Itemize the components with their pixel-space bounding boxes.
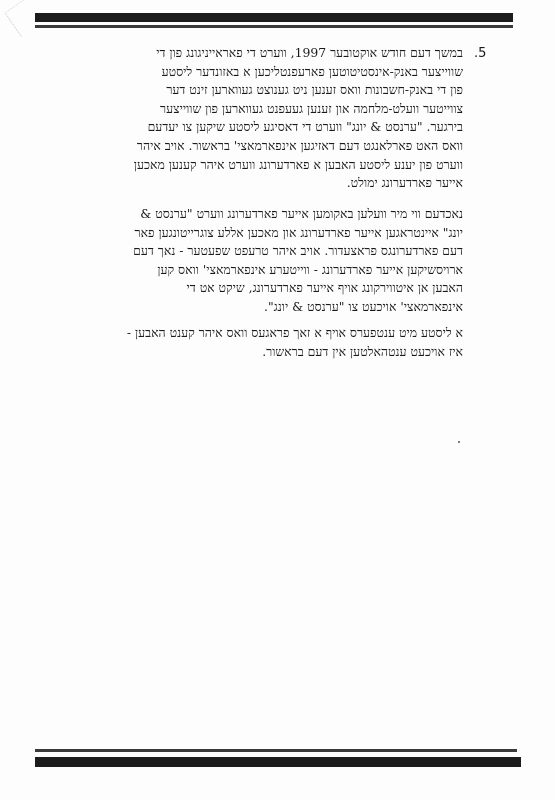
- text-line: שווייצער באנק-אינסטיטוטען פארעפנטליכען א באזונדער ליסטע: [161, 63, 463, 79]
- paragraph-3: [81, 324, 463, 361]
- text-line: דעם פארדערונגס פראצעדור. אויב איהר טרעפט שפעטער - נאך דעם: [133, 243, 463, 259]
- text-line: אינפארמאצי' אויכעט צו "ערנסט & יונג".: [264, 298, 463, 314]
- text-line: וואס האט פארלאנגט דעם דאזיגען אינפארמאצי' בראשור. אויב איהר: [136, 137, 463, 153]
- top-rule-thin: [35, 25, 513, 28]
- text-line: א ליסטע מיט ענטפערס אויף א זאך פראגעס וואס איהר קענט האבען -: [126, 325, 463, 340]
- text-line: בירגער. "ערנסט & יונג" ווערט די דאסיגע ליסטע שיקען צו יעדעם: [147, 119, 463, 135]
- bottom-rule-thick: [35, 757, 521, 767]
- paragraph-1: [81, 44, 463, 193]
- text-line: אייער פארדערונג ימולט.: [346, 175, 463, 191]
- text-line: צווייטער וועלט-מלחמה און זענען געעפנט געווארען פון שווייצער: [160, 100, 463, 116]
- scan-speck: [458, 441, 460, 443]
- top-rule-thick: [35, 13, 513, 22]
- text-line: פון די באנק-חשבונות וואס זענען ניט גענוצט געווארען זינט דער: [166, 82, 463, 98]
- text-line: ווערט פון יענע ליסטע האבען א פארדערונג ווערט איהר קענען מאכען: [133, 156, 463, 172]
- bottom-rule-thin: [35, 749, 517, 752]
- text-line: ארויסשיקען אייער פארדערונג - ווייטערע אינפארמאצי' וואס קען: [157, 261, 463, 277]
- text-line: האבען אן איטווירקונג אויף אייער פארדערונג, שיקט אט די: [186, 280, 463, 296]
- paragraph-number: .5: [474, 46, 487, 61]
- paragraph-2: [81, 205, 463, 317]
- text-line: איז אויכעט ענטהאלטען אין דעם בראשור.: [262, 343, 463, 359]
- text-line: נאכדעם ווי מיר וועלען באקומען אייער פארדערונג ווערט "ערנסט &: [140, 206, 463, 221]
- text-line: במשך דעם חודש אוקטובער 1997, ווערט די פאראייניגונג פון די: [156, 45, 463, 60]
- text-line: יונג" איינטראגען אייער פארדערונג און מאכען אללע צוגרייטונגען פאר: [134, 224, 463, 240]
